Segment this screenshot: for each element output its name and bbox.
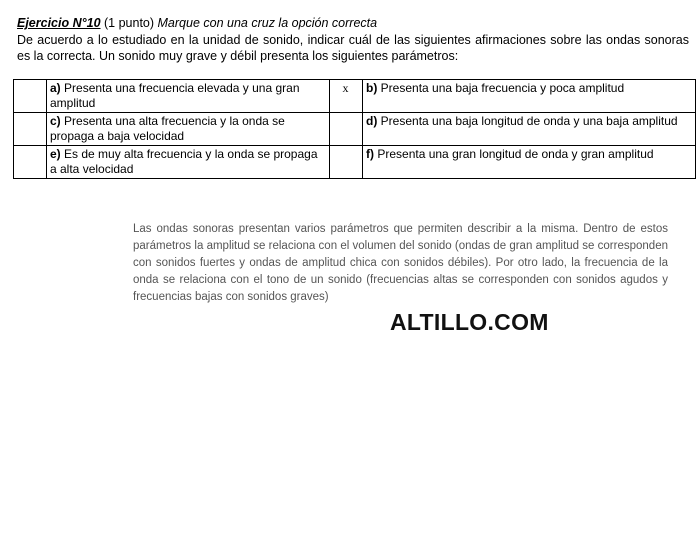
option-letter: e) [50, 147, 61, 161]
option-text: Presenta una alta frecuencia y la onda se propaga a baja velocidad [50, 114, 285, 143]
exercise-instruction: Marque con una cruz la opción correcta [157, 16, 378, 30]
exercise-title: Ejercicio N°10 [17, 16, 101, 30]
options-table [13, 79, 696, 179]
options-row [14, 113, 696, 146]
watermark-text: ALTILLO.COM [390, 309, 549, 335]
option-text: Es de muy alta frecuencia y la onda se propaga a alta velocidad [50, 147, 318, 176]
option-text: Presenta una frecuencia elevada y una gran amplitud [50, 81, 300, 110]
answer-cell-blank[interactable] [14, 80, 47, 113]
option-text: Presenta una gran longitud de onda y gran amplitud [377, 147, 654, 161]
answer-cell-blank[interactable] [14, 146, 47, 179]
option-text: Presenta una baja frecuencia y poca amplitud [380, 81, 625, 95]
option-letter: d) [366, 114, 378, 128]
option-text: Presenta una baja longitud de onda y una baja amplitud [380, 114, 678, 128]
option-f [363, 146, 696, 179]
exercise-intro: De acuerdo a lo estudiado en la unidad de sonido, indicar cuál de las siguientes afirmaciones sobre las ondas sonoras es la correcta. Un sonido muy grave y débil presenta los siguientes parámetros: [17, 33, 689, 63]
options-row [14, 80, 696, 113]
answer-cell-blank[interactable] [14, 113, 47, 146]
answer-cell-mark[interactable] [330, 113, 363, 146]
option-a [47, 80, 330, 113]
option-letter: a) [50, 81, 61, 95]
option-b [363, 80, 696, 113]
exercise-header [17, 15, 689, 64]
option-c [47, 113, 330, 146]
option-letter: c) [50, 114, 61, 128]
answer-cell-mark[interactable]: x [330, 80, 363, 113]
option-letter: f) [366, 147, 374, 161]
answer-cell-mark[interactable] [330, 146, 363, 179]
option-d [363, 113, 696, 146]
option-e [47, 146, 330, 179]
exercise-title-line [17, 15, 689, 31]
exercise-points: (1 punto) [104, 16, 155, 30]
option-letter: b) [366, 81, 378, 95]
options-row [14, 146, 696, 179]
explanation-paragraph: Las ondas sonoras presentan varios parámetros que permiten describir a la misma. Dentro de estos parámetros la amplitud se relaciona con el volumen del sonido (ondas de gran amplitud se corresponden con sonidos fuertes y ondas de amplitud chica con sonidos débiles). Por otro lado, la frecuencia de la onda se relaciona con el tono de un sonido (frecuencias altas se corresponden con sonidos agudos y frecuencias bajas con sonidos graves) [133, 223, 668, 303]
